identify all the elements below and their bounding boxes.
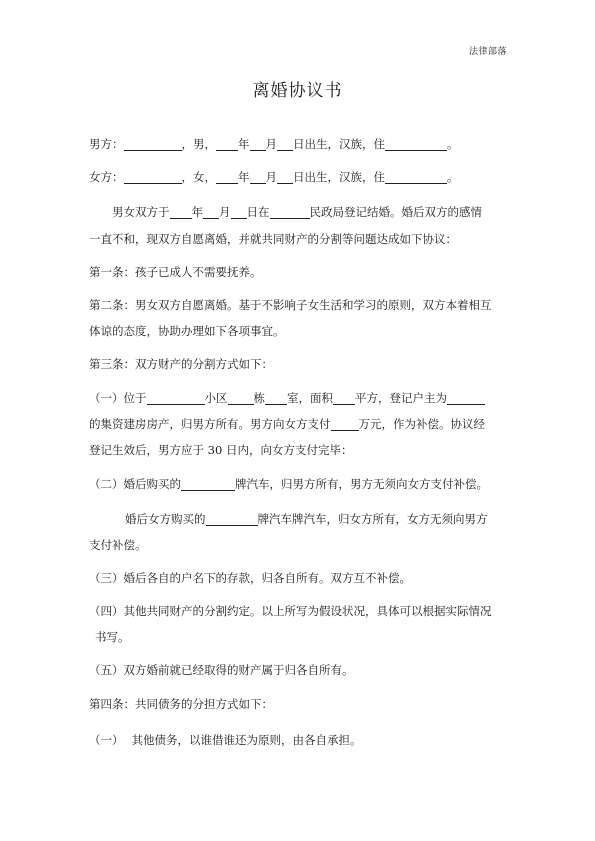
- blank-field[interactable]: [216, 136, 238, 151]
- intro-line-2: 一直不和，现双方自愿离婚，并就共同财产的分割等问题达成如下协议：: [89, 232, 457, 246]
- blank-field[interactable]: [147, 390, 205, 405]
- item-5: （五）双方婚前就已经取得的财产属于归各自所有。: [89, 663, 354, 677]
- blank-field[interactable]: [170, 204, 192, 219]
- blank-field[interactable]: [270, 204, 310, 219]
- article-2-line-2: 体谅的态度，协助办理如下各项事宜。: [89, 324, 285, 338]
- blank-field[interactable]: [265, 390, 287, 405]
- blank-field[interactable]: [333, 390, 355, 405]
- article-4: 第四条：共同债务的分担方式如下：: [89, 697, 273, 711]
- article-2-line-1: 第二条：男女双方自愿离婚。基于不影响子女生活和学习的原则，双方本着相互: [89, 298, 492, 312]
- blank-field[interactable]: [250, 169, 266, 184]
- blank-field[interactable]: [181, 476, 235, 491]
- blank-field[interactable]: [228, 390, 254, 405]
- blank-field[interactable]: [250, 136, 266, 151]
- blank-field[interactable]: [231, 204, 247, 219]
- article-1: 第一条：孩子已成人不需要抚养。: [89, 265, 262, 279]
- item-1-line-1: （一）位于 小区 栋 室，面积 平方，登记户主为: [89, 385, 517, 411]
- blank-field[interactable]: [331, 416, 359, 431]
- blank-field[interactable]: [277, 136, 293, 151]
- blank-field[interactable]: [385, 136, 447, 151]
- item-2-line-3: 支付补偿。: [89, 538, 147, 552]
- item-1-line-2: 的集资建房房产，归男方所有。男方向女方支付 万元，作为补偿。协议经: [89, 417, 485, 431]
- blank-field[interactable]: [203, 204, 219, 219]
- blank-field[interactable]: [385, 169, 447, 184]
- male-party-line: 男方： ，男， 年 月 日出生，汉族，住 。: [89, 137, 459, 151]
- blank-field[interactable]: [447, 390, 485, 405]
- article-3: 第三条：双方财产的分割方式如下：: [89, 357, 273, 371]
- header-brand: 法律部落: [468, 47, 507, 57]
- item-3: （三）婚后各自的户名下的存款，归各自所有。双方互不补偿。: [89, 571, 411, 585]
- blank-field[interactable]: [277, 169, 293, 184]
- item-1-line-3: 登记生效后，男方应于 30 日内，向女方支付完毕：: [89, 443, 353, 457]
- blank-field[interactable]: [206, 511, 258, 526]
- document-title: 离婚协议书: [252, 81, 343, 101]
- item-4-line-2: 书写。: [95, 630, 130, 644]
- item-2-line-1: （二）婚后购买的 牌汽车，归男方所有，男方无须向女方支付补偿。: [89, 477, 488, 491]
- blank-field[interactable]: [124, 169, 182, 184]
- female-party-line: 女方： ，女， 年 月 日出生，汉族，住 。: [89, 170, 459, 184]
- intro-line-1: 男女双方于 年 月 日在 民政局登记结婚。婚后双方的感情: [112, 205, 482, 219]
- debt-item-1: （一） 其他债务，以谁借谁还为原则，由各自承担。: [89, 733, 362, 747]
- blank-field[interactable]: [124, 136, 182, 151]
- item-2-line-2: 婚后女方购买的 牌汽车牌汽车，归女方所有，女方无须向男方: [125, 512, 488, 526]
- item-4-line-1: （四）其他共同财产的分割约定。以上所写为假设状况，具体可以根据实际情况: [89, 604, 492, 618]
- blank-field[interactable]: [216, 169, 238, 184]
